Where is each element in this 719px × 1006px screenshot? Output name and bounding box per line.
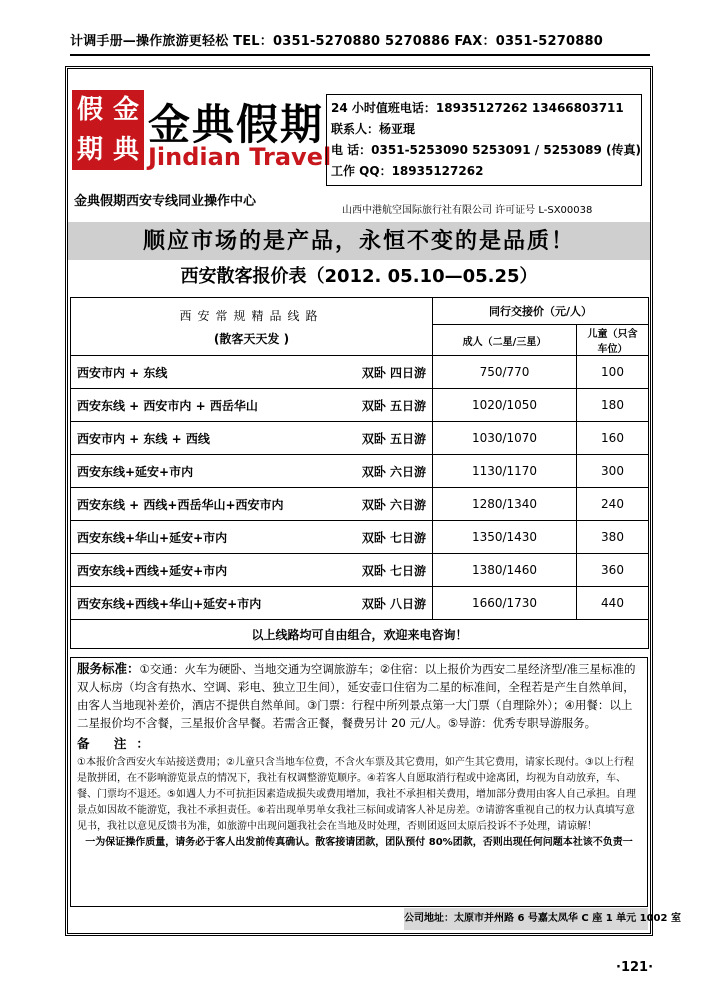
table-row bbox=[71, 455, 649, 488]
adult-price: 1380/1460 bbox=[433, 554, 577, 587]
remarks-heading: 备 注： bbox=[77, 736, 159, 751]
table-row bbox=[71, 356, 649, 389]
contact-box bbox=[326, 94, 642, 186]
adult-price: 1350/1430 bbox=[433, 521, 577, 554]
table-row bbox=[71, 554, 649, 587]
route-cell: 西安市内 + 东线 双卧 四日游 bbox=[71, 356, 433, 389]
route-cell: 西安东线+西线+延安+市内 双卧 七日游 bbox=[71, 554, 433, 587]
price-header: 同行交接价（元/人） bbox=[433, 298, 649, 325]
table-row bbox=[71, 422, 649, 455]
logo-char: 典 bbox=[112, 135, 139, 165]
service-text: ①交通：火车为硬卧、当地交通为空调旅游车；②住宿：以上报价为西安二星经济型/准三星标准的双人标房（均含有热水、空调、彩电、独立卫生间），延安壶口住宿为二星的标准间，全程若是产生自然单间，由客人当地现补差价，酒店不提供自然单间。③门票：行程中所列景点第一大门票（自理除外）；④用餐：以上二星报价均不含餐，三星报价含早餐。若需含正餐，餐费另计 20 元/人。⑤导游：优秀专职导游服务。 bbox=[77, 662, 636, 730]
route-cell: 西安东线+西线+华山+延安+市内 双卧 八日游 bbox=[71, 587, 433, 620]
child-price: 100 bbox=[577, 356, 649, 389]
combine-note-row bbox=[71, 620, 649, 649]
logo-char: 期 bbox=[76, 135, 103, 165]
adult-price: 1020/1050 bbox=[433, 389, 577, 422]
route-cell: 西安市内 + 东线 + 西线 双卧 五日游 bbox=[71, 422, 433, 455]
route-header-title: 西安常规精品线路 bbox=[179, 308, 324, 323]
table-title: 西安散客报价表（2012. 05.10—05.25） bbox=[180, 266, 538, 287]
route-cell: 西安东线 + 西安市内 + 西岳华山 双卧 五日游 bbox=[71, 389, 433, 422]
jindian-logo bbox=[72, 90, 144, 170]
remarks-text: ①本报价含西安火车站接送费用；②儿童只含当地车位费，不含火车票及其它费用，如产生其它费用，请家长现付。③以上行程是散拼团，在不影响游览景点的情况下，我社有权调整游览顺序。④若客人自愿取消行程或中途离团，均视为自动放弃，车、餐、门票均不退还。⑤如遇人力不可抗拒因素造成损失或费用增加，我社不承担相关费用，增加部分费用由客人自己承担。自理景点如因故不能游览，我社不承担责任。⑥若出现单男单女我社三标间或请客人补足房差。⑦请游客重视自己的权力认真填写意见书，我社以意见反馈书为准，如旅游中出现问题我社会在当地及时处理，否则团返回太原后投诉不予处理，请谅解！ bbox=[77, 757, 636, 832]
route-cell: 西安东线+华山+延安+市内 双卧 七日游 bbox=[71, 521, 433, 554]
logo-char: 假 bbox=[76, 95, 103, 125]
guarantee-note: 一为保证操作质量，请务必于客人出发前传真确认。散客接请团款，团队预付 80%团款，否则出现任何问题本社该不负责一 bbox=[85, 837, 633, 848]
adult-price: 1130/1170 bbox=[433, 455, 577, 488]
operation-center-title: 金典假期西安专线同业操作中心 bbox=[74, 194, 257, 209]
contact-person: 联系人：杨亚琨 bbox=[331, 122, 416, 136]
table-row bbox=[71, 488, 649, 521]
service-standards bbox=[77, 660, 641, 732]
child-header: 儿童（只含车位） bbox=[577, 325, 649, 356]
page-number: ·121· bbox=[616, 960, 654, 975]
adult-price: 1280/1340 bbox=[433, 488, 577, 521]
combine-note: 以上线路均可自由组合，欢迎来电咨询！ bbox=[71, 620, 649, 649]
child-price: 440 bbox=[577, 587, 649, 620]
table-row bbox=[71, 587, 649, 620]
work-qq: 工作 QQ：18935127262 bbox=[331, 164, 484, 178]
route-cell: 西安东线 + 西线+西岳华山+西安市内 双卧 六日游 bbox=[71, 488, 433, 521]
adult-price: 1660/1730 bbox=[433, 587, 577, 620]
route-header-subtitle: (散客天天发 ) bbox=[213, 331, 290, 346]
service-standards-box bbox=[70, 657, 648, 907]
phone-fax: 电 话：0351-5253090 5253091 / 5253089 (传真) bbox=[331, 143, 641, 157]
child-price: 160 bbox=[577, 422, 649, 455]
child-price: 380 bbox=[577, 521, 649, 554]
logo-char: 金 bbox=[112, 95, 139, 125]
child-price: 240 bbox=[577, 488, 649, 521]
header-contact-bar: 计调手册—操作旅游更轻松 TEL：0351-5270880 5270886 FAX：0351-5270880 bbox=[70, 32, 650, 56]
brand-name-chinese: 金典假期 bbox=[148, 100, 325, 149]
price-table bbox=[70, 297, 649, 649]
table-row bbox=[71, 521, 649, 554]
service-label: 服务标准： bbox=[77, 661, 140, 676]
child-price: 360 bbox=[577, 554, 649, 587]
license-info: 山西中港航空国际旅行社有限公司 许可证号 L-SX00038 bbox=[342, 205, 593, 216]
slogan-banner: 顺应市场的是产品，永恒不变的是品质！ bbox=[68, 222, 650, 260]
route-header bbox=[71, 298, 433, 356]
adult-price: 1030/1070 bbox=[433, 422, 577, 455]
adult-price: 750/770 bbox=[433, 356, 577, 389]
hotline: 24 小时值班电话：18935127262 13466803711 bbox=[331, 101, 624, 115]
child-price: 300 bbox=[577, 455, 649, 488]
table-row bbox=[71, 389, 649, 422]
brand-name-english: Jindian Travel bbox=[148, 143, 332, 171]
child-price: 180 bbox=[577, 389, 649, 422]
adult-header: 成人（二星/三星） bbox=[433, 325, 577, 356]
company-address: 公司地址：太原市并州路 6 号嘉太凤华 C 座 1 单元 1002 室 bbox=[404, 908, 648, 930]
route-cell: 西安东线+延安+市内 双卧 六日游 bbox=[71, 455, 433, 488]
